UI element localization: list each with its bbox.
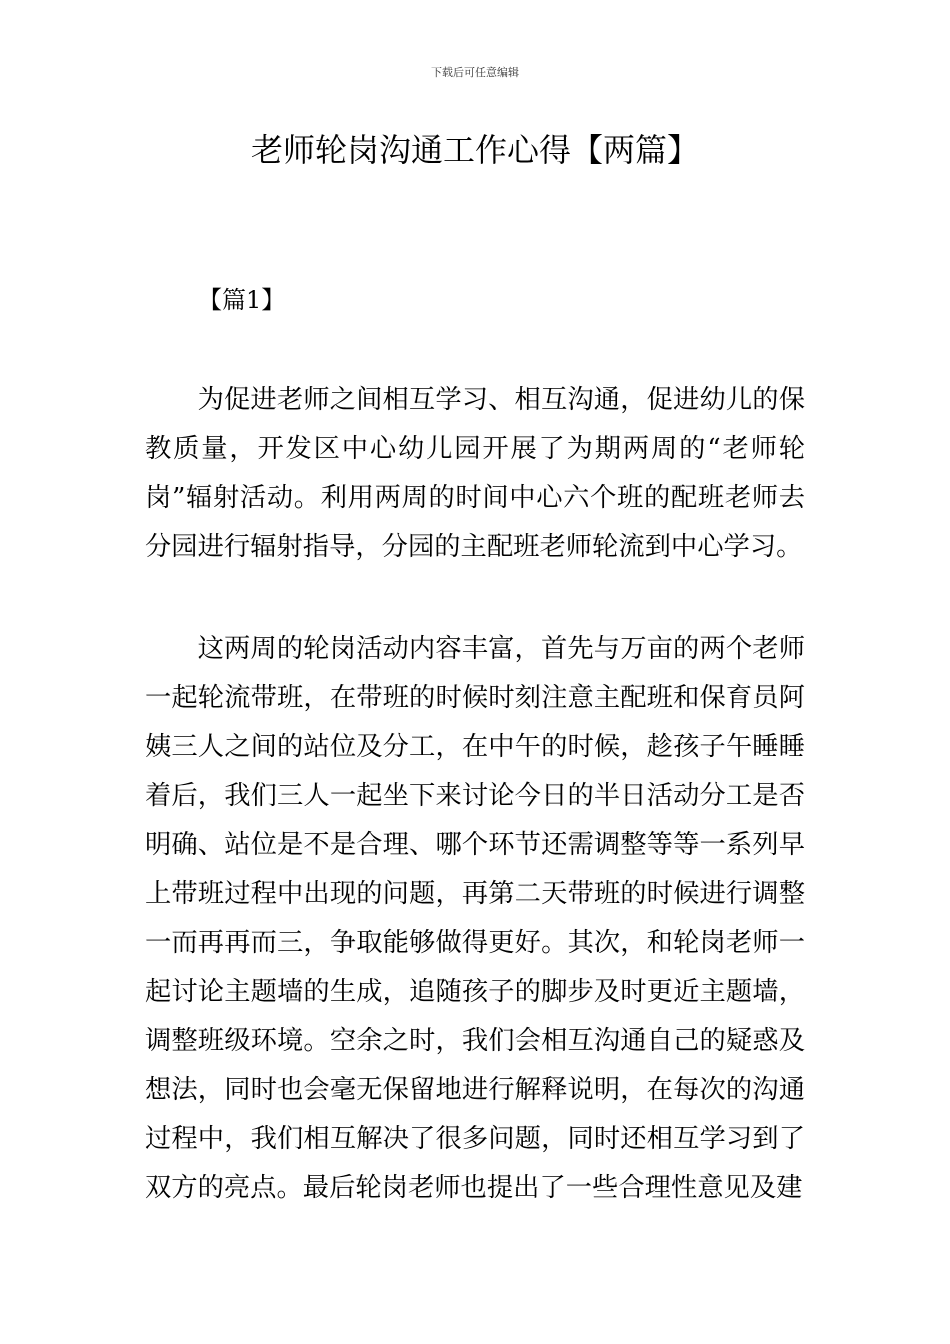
section-heading: 【篇1】 bbox=[198, 286, 286, 314]
document-title: 老师轮岗沟通工作心得【两篇】 bbox=[250, 131, 699, 169]
body-paragraph: 这两周的轮岗活动内容丰富，首先与万亩的两个老师一起轮流带班，在带班的时候时刻注意主配班和保育员阿姨三人之间的站位及分工，在中午的时候，趁孩子午睡睡着后，我们三人一起坐下来讨论今日的半日活动分工是否明确、站位是不是合理、哪个环节还需调整等等一系列早上带班过程中出现的问题，再第二天带班的时候进行调整一而再再而三，争取能够做得更好。其次，和轮岗老师一起讨论主题墙的生成，追随孩子的脚步及时更近主题墙，调整班级环境。空余之时，我们会相互沟通自己的疑惑及想法，同时也会毫无保留地进行解释说明，在每次的沟通过程中，我们相互解决了很多问题，同时还相互学习到了双方的亮点。最后轮岗老师也提出了一些合理性意见及建 bbox=[145, 634, 805, 1203]
body-paragraph: 为促进老师之间相互学习、相互沟通，促进幼儿的保教质量，开发区中心幼儿园开展了为期两周的“老师轮岗”辐射活动。利用两周的时间中心六个班的配班老师去分园进行辐射指导，分园的主配班老师轮流到中心学习。 bbox=[145, 385, 805, 562]
header-note: 下载后可任意编辑 bbox=[431, 66, 519, 79]
